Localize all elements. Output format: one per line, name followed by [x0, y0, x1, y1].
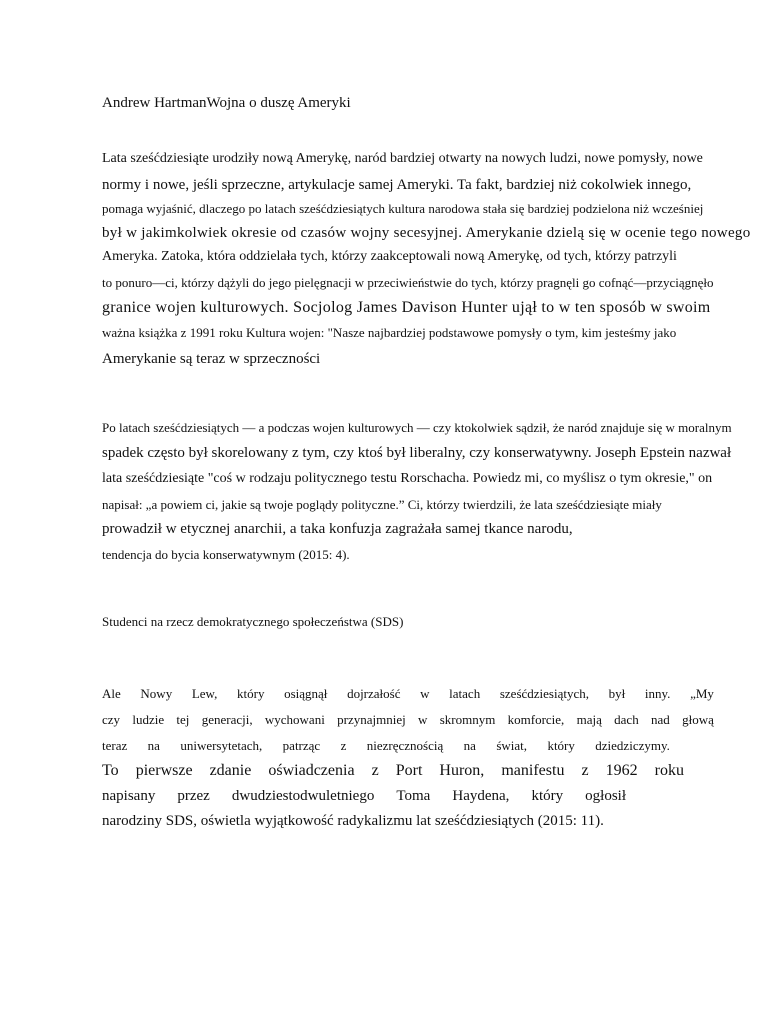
word: patrząc	[282, 738, 321, 753]
word: tej	[176, 712, 190, 727]
paragraph-1-line: ważna książka z 1991 roku Kultura wojen: "Nasze najbardziej podstawowe pomysły o tym, kim jesteśmy jako	[102, 325, 677, 340]
word: 1962	[605, 762, 638, 779]
word: Nowy	[140, 686, 173, 701]
word: dojrzałość	[347, 686, 401, 701]
word: z	[581, 762, 589, 779]
paragraph-3-line	[102, 789, 626, 804]
word: Port	[395, 762, 423, 779]
word: Huron,	[439, 762, 485, 779]
word: nad	[651, 712, 670, 727]
word: skromnym	[439, 712, 496, 727]
word: Toma	[396, 788, 431, 804]
word: który	[531, 788, 564, 804]
paragraph-1-line: Lata sześćdziesiąte urodziły nową Amerykę, naród bardziej otwarty na nowych ludzi, nowe pomysły, nowe	[102, 151, 703, 166]
section-heading: Studenci na rzecz demokratycznego społeczeństwa (SDS)	[102, 614, 404, 629]
word: z	[340, 738, 347, 753]
word: osiągnął	[284, 686, 328, 701]
word: przynajmniej	[337, 712, 406, 727]
word: na	[463, 738, 476, 753]
paragraph-1-line: normy i nowe, jeśli sprzeczne, artykulacje samej Ameryki. Ta fakt, bardziej niż cokolwiek innego,	[102, 177, 692, 193]
word: dziedziczymy.	[595, 738, 670, 753]
word: dach	[614, 712, 639, 727]
word: niezręcznością	[366, 738, 444, 753]
word: przez	[177, 788, 210, 804]
word: wychowani	[264, 712, 325, 727]
word: teraz	[102, 738, 128, 753]
word: ogłosił	[585, 788, 626, 804]
word: komforcie,	[507, 712, 565, 727]
word: roku	[654, 762, 684, 779]
paragraph-2-line: tendencja do bycia konserwatywnym (2015: 4).	[102, 547, 350, 562]
paragraph-3-line	[102, 739, 670, 752]
word: manifestu	[501, 762, 565, 779]
paragraph-1-line: Ameryka. Zatoka, która oddzielała tych, którzy zaakceptowali nową Amerykę, od tych, którzy patrzyli	[102, 249, 677, 264]
word: sześćdziesiątych,	[499, 686, 589, 701]
word: ludzie	[132, 712, 165, 727]
word: generacji,	[201, 712, 253, 727]
word: był	[608, 686, 626, 701]
paragraph-2-line: napisał: „a powiem ci, jakie są twoje poglądy polityczne.” Ci, którzy twierdzili, że lata sześćdziesiąte miały	[102, 497, 662, 512]
paragraph-2-line: spadek często był skorelowany z tym, czy ktoś był liberalny, czy konserwatywny. Joseph Epstein nazwał	[102, 445, 732, 461]
word: który	[547, 738, 575, 753]
paragraph-1-line: granice wojen kulturowych. Socjolog James Davison Hunter ujął to w ten sposób w swoim	[102, 299, 711, 316]
paragraph-3-line	[102, 713, 714, 726]
paragraph-3-line	[102, 687, 714, 700]
word: w	[420, 686, 430, 701]
word: z	[371, 762, 379, 779]
word: inny.	[644, 686, 671, 701]
word: pierwsze	[135, 762, 193, 779]
word: Ale	[102, 686, 121, 701]
word: napisany	[102, 788, 156, 804]
word: uniwersytetach,	[180, 738, 263, 753]
word: Haydena,	[452, 788, 510, 804]
word: który	[237, 686, 265, 701]
paragraph-1-line: był w jakimkolwiek okresie od czasów wojny secesyjnej. Amerykanie dzielą się w ocenie tego nowego	[102, 225, 751, 241]
word: czy	[102, 712, 121, 727]
paragraph-2-line: lata sześćdziesiąte "coś w rodzaju politycznego testu Rorschacha. Powiedz mi, co myślisz o tym okresie," on	[102, 471, 713, 486]
paragraph-1-line: pomaga wyjaśnić, dlaczego po latach sześćdziesiątych kultura narodowa stała się bardziej podzielona niż wcześniej	[102, 201, 704, 216]
word: oświadczenia	[268, 762, 355, 779]
word: głową	[682, 712, 714, 727]
paragraph-2-line: Po latach sześćdziesiątych — a podczas wojen kulturowych — czy ktokolwiek sądził, że naród znajduje się w moralnym	[102, 420, 732, 435]
paragraph-3-line: narodziny SDS, oświetla wyjątkowość radykalizmu lat sześćdziesiątych (2015: 11).	[102, 813, 604, 829]
paragraph-3-line	[102, 763, 684, 779]
document-title: Andrew HartmanWojna o duszę Ameryki	[102, 95, 351, 111]
word: latach	[449, 686, 481, 701]
word: w	[418, 712, 428, 727]
paragraph-1-line: to ponuro—ci, którzy dążyli do jego pielęgnacji w przeciwieństwie do tych, którzy pragnęli go cofnąć—przyciągnęło	[102, 275, 714, 290]
word: To	[102, 762, 119, 779]
paragraph-1-line: Amerykanie są teraz w sprzeczności	[102, 351, 321, 367]
word: świat,	[496, 738, 528, 753]
word: zdanie	[209, 762, 252, 779]
word: „My	[690, 686, 714, 701]
word: Lew,	[191, 686, 218, 701]
word: mają	[576, 712, 602, 727]
paragraph-2-line: prowadził w etycznej anarchii, a taka konfuzja zagrażała samej tkance narodu,	[102, 521, 573, 537]
word: dwudziestodwuletniego	[231, 788, 375, 804]
word: na	[147, 738, 160, 753]
